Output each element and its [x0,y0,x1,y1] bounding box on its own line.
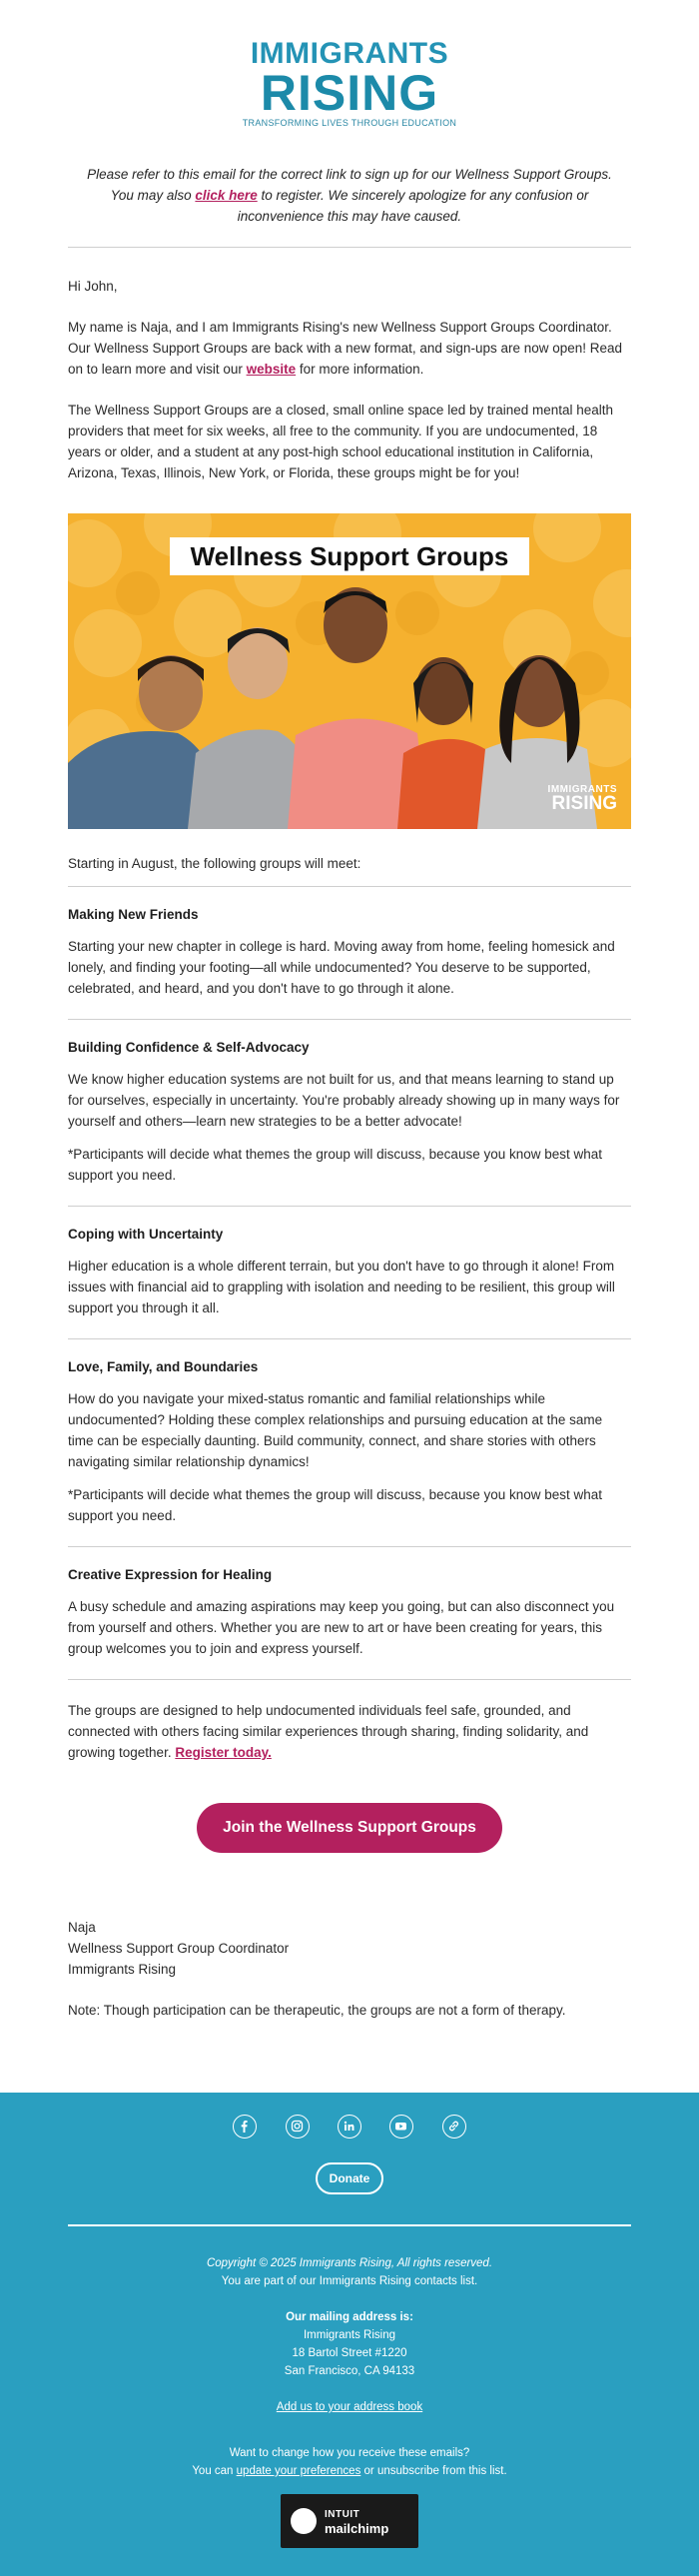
correction-notice [68,138,631,247]
logo-line2: RISING [260,65,439,121]
website-link[interactable]: website [246,362,297,377]
group-title: Coping with Uncertainty [68,1227,224,1242]
instagram-icon[interactable] [286,2115,310,2139]
banner-logo [548,784,617,813]
click-here-link[interactable]: click here [195,188,258,203]
social-links [0,2093,699,2143]
group-description: We know higher education systems are not built for us, and that means learning to stand up for ourselves, especially in uncertainty. You're probably already showing up in many ways for yourself and others—learn new strategies to be a better advocate! [68,1072,620,1129]
group-note: *Participants will decide what themes the group will discuss, because you know best what support you need. [68,1487,603,1523]
signature-org: Immigrants Rising [68,1962,177,1977]
change-prefs-text: Want to change how you receive these emails? [229,2447,470,2459]
group-title: Creative Expression for Healing [68,1567,273,1582]
wellness-banner-image [68,513,631,829]
add-to-address-book-wrap [0,2380,699,2416]
copyright: Copyright © 2025 Immigrants Rising, All rights reserved. [206,2257,493,2269]
therapy-note: Note: Though participation can be therapeutic, the groups are not a form of therapy. [68,2003,566,2018]
group-section-confidence [68,1020,631,1206]
logo[interactable] [68,0,631,138]
mailchimp-logo-icon [291,2508,317,2534]
banner-logo-line1: IMMIGRANTS [547,784,617,795]
cta-wrapper [68,1763,631,1853]
group-description: How do you navigate your mixed-status romantic and familial relationships while undocumented? Holding these complex relationships and pursuing education at the same time can be especially daunting. Build community, connect, and share stories with others navigating similar relationship dynamics! [68,1391,603,1469]
logo-line1: IMMIGRANTS [250,37,449,70]
facebook-icon[interactable] [233,2115,257,2139]
linkedin-icon[interactable] [338,2115,361,2139]
contacts-list-text: You are part of our Immigrants Rising contacts list. [221,2275,478,2287]
group-title: Building Confidence & Self-Advocacy [68,1040,310,1055]
intro-text-2: for more information. [296,362,424,377]
groups-intro: Starting in August, the following groups will meet: [68,856,361,871]
intro-paragraph [68,297,631,380]
group-title: Making New Friends [68,907,199,922]
add-to-address-book-link[interactable]: Add us to your address book [276,2401,423,2413]
update-preferences-link[interactable]: update your preferences [236,2465,361,2477]
intro-text-1: My name is Naja, and I am Immigrants Rising's new Wellness Support Groups Coordinator. Our Wellness Support Groups are back with a new format, and sign-ups are now open! Read on to learn more and visit our [68,320,623,377]
website-link-icon[interactable] [442,2115,466,2139]
mailing-address-title: Our mailing address is: [286,2311,413,2323]
email-content [68,0,631,2021]
signature [68,1853,631,1980]
footer [0,2093,699,2576]
signature-title: Wellness Support Group Coordinator [68,1941,290,1956]
address-line-1: Immigrants Rising [303,2329,396,2341]
group-title: Love, Family, and Boundaries [68,1359,259,1374]
closing-text: The groups are designed to help undocumented individuals feel safe, grounded, and connected with others facing similar experiences through sharing, finding solidarity, and growing together. [68,1703,589,1760]
group-section-creative-expression [68,1547,631,1679]
mailchimp-line1: INTUIT [325,2509,360,2520]
group-description: A busy schedule and amazing aspirations may keep you going, but can also disconnect you from yourself and others. Whether you are new to art or have been creating for years, this group welcomes you to join and express yourself. [68,1599,615,1656]
donate-button[interactable]: Donate [316,2162,384,2194]
logo-tagline: TRANSFORMING LIVES THROUGH EDUCATION [242,118,457,128]
update-text-1: You can [192,2465,237,2477]
group-description: Higher education is a whole different terrain, but you don't have to go through it alone! From issues with financial aid to grappling with isolation and needing to be resilient, this group will support you through it all. [68,1259,615,1315]
register-today-link[interactable]: Register today. [175,1745,272,1760]
notice-text-1: Please refer to this email for the correct link to sign up for our Wellness Support Groups. You may also [87,167,612,203]
group-note: *Participants will decide what themes the group will discuss, because you know best what support you need. [68,1147,603,1183]
banner-title: Wellness Support Groups [170,537,529,575]
eligibility-paragraph: The Wellness Support Groups are a closed, small online space led by trained mental health providers that meet for six weeks, all free to the community. If you are undocumented, 18 years or older, and a student at any post-high school educational institution in California, Arizona, Texas, Illinois, New York, or Florida, these groups might be for you! [68,403,614,480]
banner-logo-line2: RISING [551,793,617,814]
group-section-love-family [68,1339,631,1546]
group-description: Starting your new chapter in college is hard. Moving away from home, feeling homesick and lonely, and finding your footing—all while undocumented? You deserve to be supported, celebrated, and heard, and you don't have to go through it alone. [68,939,615,996]
youtube-icon[interactable] [389,2115,413,2139]
group-section-uncertainty [68,1207,631,1338]
mailchimp-badge-wrap [0,2480,699,2553]
address-line-2: 18 Bartol Street #1220 [292,2347,407,2359]
update-text-2: or unsubscribe from this list. [360,2465,507,2477]
join-groups-button[interactable]: Join the Wellness Support Groups [197,1803,502,1853]
update-prefs-line [0,2462,699,2480]
mailchimp-badge[interactable] [281,2494,418,2548]
notice-text-2: to register. We sincerely apologize for any confusion or inconvenience this may have caused. [237,188,589,224]
signature-name: Naja [68,1920,96,1935]
group-section-making-new-friends [68,887,631,1019]
closing-paragraph [68,1680,631,1763]
address-line-3: San Francisco, CA 94133 [284,2365,415,2377]
greeting: Hi John, [68,279,118,294]
mailchimp-line2: mailchimp [325,2521,389,2536]
